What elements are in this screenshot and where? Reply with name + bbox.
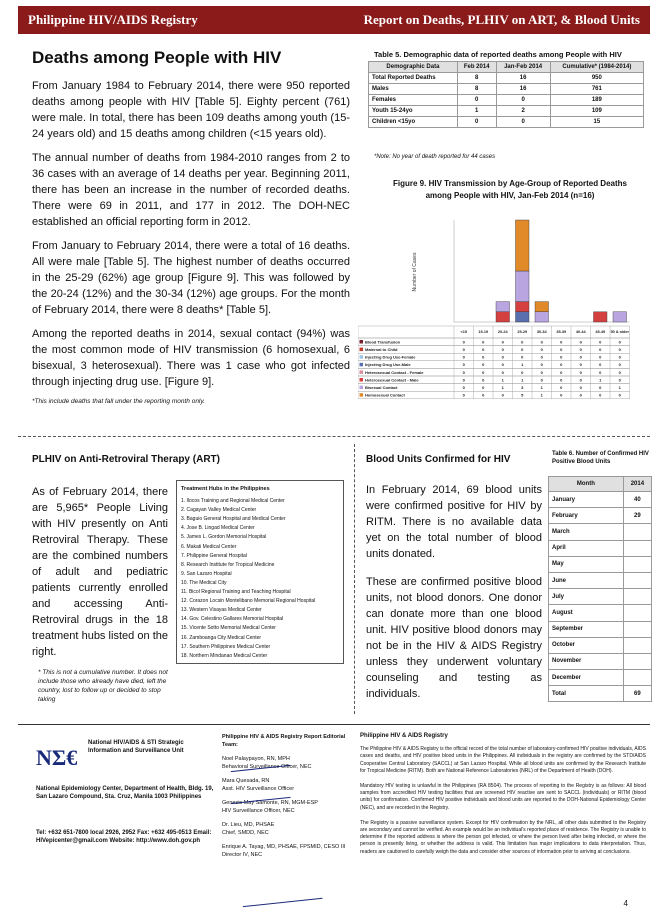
table6-cell: [623, 653, 651, 669]
table6-cell: December: [549, 670, 624, 686]
data-label: 0: [482, 392, 485, 398]
data-label: 0: [618, 354, 621, 360]
legend-swatch: [360, 370, 364, 374]
x-tick-label: 45-49: [595, 330, 606, 334]
hub-item: 10. The Medical City: [181, 579, 227, 586]
nec-logo: [36, 745, 80, 771]
table5-cell: 8: [457, 73, 496, 84]
data-label: 3: [521, 385, 524, 390]
table5-cell: 1: [457, 106, 496, 117]
data-label: 0: [482, 377, 485, 383]
data-label: 0: [501, 362, 504, 368]
legend-label: Homosexual Contact: [365, 392, 405, 398]
table6-row: [549, 492, 652, 508]
table6-cell: 40: [623, 492, 651, 508]
table6-row: [549, 605, 652, 621]
deaths-paragraph-2: The annual number of deaths from 1984-2010 ranges from 2 to 36 cases with an average of 14 deaths per year. Beginning 2011, there has been an increase in the number of recorded deaths. There were 69 in 2011, and 177 in 2012. The DOH-NEC established an official reporting form in 2012.: [32, 152, 350, 228]
bar-segment: [613, 312, 627, 322]
data-label: 0: [501, 339, 504, 345]
table5-header-cell: Cumulative* (1984-2014): [550, 62, 643, 73]
table6-row: [549, 653, 652, 669]
table6-row: [549, 524, 652, 540]
data-label: 0: [462, 347, 465, 352]
data-label: 1: [540, 385, 543, 390]
data-label: 0: [521, 369, 524, 375]
treatment-hubs-box: [176, 480, 344, 664]
legend-label: Injecting Drug Use-Male: [365, 362, 411, 368]
data-label: 0: [560, 354, 563, 360]
team-line: Genesis May Samonte, RN, MGM-ESP: [222, 800, 318, 806]
table6-row: [549, 540, 652, 556]
data-label: 0: [462, 392, 465, 398]
table-row-box: [358, 384, 630, 392]
data-label: 0: [540, 369, 543, 375]
x-tick-label: 15-19: [478, 330, 489, 334]
data-label: 0: [540, 377, 543, 383]
legend-swatch: [360, 363, 364, 367]
table5-cell: 15: [550, 117, 643, 128]
blood-title: Blood Units Confirmed for HIV: [366, 454, 511, 465]
table6-cell: May: [549, 556, 624, 572]
data-label: 0: [501, 354, 504, 360]
deaths-paragraph-1: From January 1984 to February 2014, there were 950 reported deaths among people with HIV [Table 5]. Eighty percent (761) were male. In total, there has been 109 deaths among youth (15-24 years old) and 15 deaths among children (<15 years old).: [32, 80, 350, 140]
table5-cell: 8: [457, 84, 496, 95]
data-label: 0: [599, 362, 602, 368]
hub-item: 2. Cagayan Valley Medical Center: [181, 507, 257, 514]
table6-row: [549, 686, 652, 702]
table6-row: [549, 670, 652, 686]
data-label: 0: [560, 377, 563, 383]
art-text: As of February 2014, there are 5,965* People Living with HIV presently on Anti Retroviral Therapy. These are the combined numbers of adult and pediatric patients currently enrolled and accessing Anti-Retroviral drugs in the 18 treatment hubs listed on the right.: [32, 486, 168, 658]
table6-cell: 69: [623, 686, 651, 702]
data-label: 0: [579, 354, 582, 360]
data-label: 0: [482, 385, 485, 390]
bar-segment: [516, 271, 530, 302]
table6-cell: April: [549, 540, 624, 556]
x-tick-label: 40-44: [575, 330, 586, 334]
table5-cell: Children <15yo: [369, 117, 458, 128]
data-label: 0: [482, 347, 485, 352]
table6-cell: February: [549, 508, 624, 524]
hubs-title: Treatment Hubs in the Philippines: [181, 486, 270, 492]
x-tick-label: 30-34: [536, 330, 547, 334]
table6-cell: [623, 621, 651, 637]
registry-info-title: Philippine HIV & AIDS Registry: [360, 733, 448, 739]
blood-text: [366, 482, 542, 702]
data-label: 0: [618, 339, 621, 345]
legend-label: Heterosexual Contact - Male: [365, 377, 419, 383]
data-label: 0: [540, 354, 543, 360]
data-label: 1: [599, 377, 602, 383]
footer: [18, 724, 650, 912]
data-label: 0: [540, 362, 543, 368]
table5-note: *Note: No year of death reported for 44 cases: [374, 154, 496, 160]
team-line: Dr. Lieu, MD, PHSAE: [222, 822, 275, 828]
table6-cell: [623, 637, 651, 653]
data-label: 0: [501, 392, 504, 398]
hub-item: 16. Zamboanga City Medical Center: [181, 634, 262, 641]
deaths-note: *This include deaths that fall under the reporting month only.: [32, 398, 205, 405]
data-label: 0: [462, 339, 465, 345]
table6-cell: [623, 572, 651, 588]
data-label: 0: [540, 347, 543, 352]
data-label: 0: [599, 347, 602, 352]
page-header: [18, 6, 650, 34]
data-label: 1: [501, 385, 504, 390]
x-tick-label: 50 & older: [610, 330, 629, 334]
data-label: 1: [521, 377, 524, 383]
hub-item: 15. Vicente Sotto Memorial Medical Center: [181, 625, 276, 632]
table6-title: Table 6. Number of Confirmed HIV Positive Blood Units: [552, 451, 649, 465]
data-label: 0: [618, 369, 621, 375]
legend-label: Maternal to Child: [365, 347, 398, 352]
registry-info-p1: The Philippine HIV & AIDS Registry is the official record of the total number of laboratory-confirmed HIV positive individuals, AIDS cases and deaths, and HIV positive blood units in the Philippines. All individuals in the registry are confirmed by the STD/AIDS Cooperative Central Laboratory (SACCL) at San Lazaro Hospital. While all blood units are confirmed by the Research Institute for Tropical Medicine (RITM). Both are National Reference Laboratories (NRL) of the Department of Health (DOH).: [360, 746, 646, 774]
data-label: 0: [599, 385, 602, 390]
header-left: Philippine HIV/AIDS Registry: [28, 12, 198, 27]
table6-cell: [623, 605, 651, 621]
data-label: 0: [579, 377, 582, 383]
column-divider: [354, 444, 355, 714]
table5-cell: Males: [369, 84, 458, 95]
bar-segment: [516, 312, 530, 322]
figure9-chart: [358, 212, 648, 422]
table6: [548, 476, 652, 702]
data-label: 0: [560, 347, 563, 352]
legend-swatch: [360, 340, 364, 344]
table5-header-cell: Feb 2014: [457, 62, 496, 73]
table6-row: [549, 637, 652, 653]
table6-cell: October: [549, 637, 624, 653]
table6-cell: Total: [549, 686, 624, 702]
art-note: * This is not a cumulative number. It does not include those who already have died, left the country, lost to follow up or decided to stop taking: [38, 669, 168, 703]
section-divider: [18, 436, 650, 437]
bar-segment: [496, 312, 510, 322]
data-label: 5: [521, 392, 524, 398]
hub-item: 11. Bicol Regional Training and Teaching Hospital: [181, 589, 291, 596]
hub-item: 14. Gov. Celestino Gallares Memorial Hospital: [181, 616, 284, 623]
table6-cell: January: [549, 492, 624, 508]
data-label: 0: [521, 347, 524, 352]
data-label: 0: [560, 369, 563, 375]
data-label: 0: [560, 339, 563, 345]
table5-cell: 16: [496, 73, 550, 84]
registry-info: [360, 733, 646, 856]
table6-cell: March: [549, 524, 624, 540]
data-label: 0: [462, 377, 465, 383]
data-label: 0: [618, 377, 621, 383]
data-label: 0: [501, 369, 504, 375]
bar-segment: [516, 302, 530, 312]
bar-segment: [535, 302, 549, 312]
table6-row: [549, 572, 652, 588]
hub-item: 18. Northern Mindanao Medical Center: [181, 652, 268, 659]
team-line: Director IV, NEC: [222, 852, 263, 858]
data-label: 1: [501, 377, 504, 383]
data-label: 0: [462, 369, 465, 375]
data-label: 0: [521, 339, 524, 345]
team-title: Philippine HIV & AIDS Registry Report Editorial Team:: [222, 734, 346, 748]
deaths-title: Deaths among People with HIV: [32, 48, 282, 67]
team-line: Noel Palaypayon, RN, MPH: [222, 756, 290, 762]
hub-item: 4. Jose B. Lingad Medical Center: [181, 525, 255, 532]
data-label: 0: [462, 385, 465, 390]
x-tick-label: 25-29: [517, 330, 528, 334]
table5-title: Table 5. Demographic data of reported deaths among People with HIV: [374, 50, 622, 59]
team-line: Asst. HIV Surveillance Officer: [222, 786, 295, 792]
table6-cell: [623, 589, 651, 605]
bar-segment: [594, 312, 608, 322]
blood-paragraph-2: These are confirmed positive blood units, not blood donors. One donor can donate more than one blood unit. HIV positive blood donors may not be in the HIV & AIDS Registry unless they underwent voluntary counseling and testing as individuals.: [366, 576, 542, 700]
data-label: 0: [579, 347, 582, 352]
table6-header-cell: 2014: [623, 477, 651, 492]
table6-cell: November: [549, 653, 624, 669]
data-label: 0: [599, 339, 602, 345]
bar-segment: [516, 220, 530, 271]
data-label: 1: [618, 385, 621, 390]
table5-header-row: [369, 62, 644, 73]
bar-segment: [496, 302, 510, 312]
table6-cell: [623, 670, 651, 686]
table6-cell: [623, 524, 651, 540]
page-number: 4: [623, 899, 628, 908]
table5-row: [369, 117, 644, 128]
hub-item: 9. San Lazaro Hospital: [181, 570, 232, 577]
data-label: 0: [618, 392, 621, 398]
table6-cell: June: [549, 572, 624, 588]
data-label: 0: [599, 392, 602, 398]
table5-cell: 0: [457, 117, 496, 128]
table5-cell: 16: [496, 84, 550, 95]
table5-header-cell: Demographic Data: [369, 62, 458, 73]
table5-row: [369, 73, 644, 84]
data-label: 0: [579, 339, 582, 345]
table5-cell: Total Reported Deaths: [369, 73, 458, 84]
table5-header-cell: Jan-Feb 2014: [496, 62, 550, 73]
figure9-title: Figure 9. HIV Transmission by Age-Group of Reported Deaths among People with HIV, Jan-Feb 2014 (n=16): [393, 179, 627, 200]
hub-item: 6. Makati Medical Center: [181, 543, 237, 550]
team-line: Behavioral Surveillance Officer, NEC: [222, 764, 312, 770]
table5-row: [369, 95, 644, 106]
table6-row: [549, 589, 652, 605]
data-label: 0: [599, 369, 602, 375]
table6-cell: July: [549, 589, 624, 605]
table6-cell: September: [549, 621, 624, 637]
table5: [368, 61, 644, 128]
table6-row: [549, 621, 652, 637]
data-label: 0: [579, 385, 582, 390]
table6-cell: 29: [623, 508, 651, 524]
legend-swatch: [360, 348, 364, 352]
data-label: 0: [560, 392, 563, 398]
data-label: 1: [540, 392, 543, 398]
x-tick-label: 20-24: [497, 330, 508, 334]
x-tick-label: <15: [460, 330, 467, 334]
nec-logo-text: NΣ€: [36, 745, 78, 770]
y-axis-label: Number of Cases: [412, 252, 418, 292]
legend-label: Injecting Drug Use-Female: [365, 354, 416, 360]
table6-header-cell: Month: [549, 477, 624, 492]
data-label: 0: [579, 369, 582, 375]
hub-item: 8. Research Institute for Tropical Medicine: [181, 561, 275, 568]
table5-cell: 0: [496, 95, 550, 106]
hub-item: 3. Baguio General Hospital and Medical Center: [181, 516, 286, 523]
table5-cell: Females: [369, 95, 458, 106]
legend-label: Blood Transfusion: [365, 339, 401, 345]
data-label: 1: [521, 362, 524, 368]
table-row-box: [358, 346, 630, 354]
data-label: 0: [560, 362, 563, 368]
data-label: 0: [462, 354, 465, 360]
hub-item: 1. Ilocos Training and Regional Medical Center: [181, 498, 285, 505]
signature-3: [241, 885, 322, 907]
table5-cell: 950: [550, 73, 643, 84]
table5-cell: 0: [496, 117, 550, 128]
table-header-box: [358, 326, 630, 338]
hub-item: 7. Philippine General Hospital: [181, 552, 247, 559]
deaths-paragraph-3: From January to February 2014, there were a total of 16 deaths. All were male [Table 5]. The highest number of deaths occurred in the 25-29 (62%) age group [Figure 9]. This was followed by the 20-24 (12%) and the 30-34 (12%) age groups. For the month of February 2014, there were 8 deaths* [Table 5].: [32, 240, 350, 316]
table6-cell: [623, 540, 651, 556]
table6-cell: [623, 556, 651, 572]
table6-row: [549, 508, 652, 524]
footer-org: National HIV/AIDS & STI Strategic Information and Surveillance Unit: [88, 740, 184, 754]
deaths-paragraph-4: Among the reported deaths in 2014, sexual contact (94%) was the most common mode of HIV transmission (6 homosexual, 6 bisexual, 3 heterosexual). There was 1 case who got infected through injecting drug use. [Figure 9].: [32, 328, 350, 388]
data-label: 0: [462, 362, 465, 368]
hub-item: 12. Corazon Locsin Montelibano Memorial Regional Hospital: [181, 598, 316, 605]
team-line: Chief, SMDD, NEC: [222, 830, 269, 836]
table5-cell: 189: [550, 95, 643, 106]
data-label: 0: [521, 354, 524, 360]
table6-row: [549, 556, 652, 572]
legend-swatch: [360, 378, 364, 382]
hubs-list: [181, 497, 339, 661]
x-tick-label: 35-39: [556, 330, 567, 334]
data-label: 0: [482, 339, 485, 345]
table5-cell: Youth 15-24yo: [369, 106, 458, 117]
data-label: 0: [618, 347, 621, 352]
footer-address: National Epidemiology Center, Department of Health, Bldg. 19, San Lazaro Compound, Sta. Cruz, Manila 1003 Philippines: [36, 786, 214, 800]
team-line: HIV Surveillance Officer, NEC: [222, 808, 295, 814]
data-label: 0: [579, 362, 582, 368]
table5-cell: 0: [457, 95, 496, 106]
data-label: 0: [482, 362, 485, 368]
legend-label: Heterosexual Contact - Female: [365, 369, 424, 375]
table5-cell: 761: [550, 84, 643, 95]
blood-paragraph-1: In February 2014, 69 blood units were confirmed positive for HIV by RITM. There is no available data yet on the total number of blood units donated.: [366, 484, 542, 560]
bar-segment: [535, 312, 549, 322]
legend-swatch: [360, 393, 364, 397]
table5-row: [369, 84, 644, 95]
data-label: 0: [482, 354, 485, 360]
table5-cell: 2: [496, 106, 550, 117]
data-label: 0: [501, 347, 504, 352]
table6-header-row: [549, 477, 652, 492]
data-label: 0: [599, 354, 602, 360]
registry-info-p3: The Registry is a passive surveillance system. Except for HIV confirmation by the NRL, all other data submitted to the Registry are secondary and cannot be verified. An example would be an individual's reported place of residence. The Registry is unable to determine if the reported address is where the person got infected, or where the person lived after being infected, or where the person is presently living, or whether the address is valid. This limitation has major implications to data interpretation. Thus, readers are cautioned to carefully weigh the data and consider other sources of information prior to arriving at conclusions.: [360, 819, 646, 855]
table5-cell: 109: [550, 106, 643, 117]
team-line: Mara Quesada, RN: [222, 778, 270, 784]
hub-item: 5. James L. Gordon Memorial Hospital: [181, 534, 267, 541]
registry-info-p2: Mandatory HIV testing is unlawful in the Philippines (RA 8504). The process of reporting to the Registry is as follows: All blood samples from accredited HIV testing facilities that are screened HIV reactive are sent to SACCL (individuals) or RITM (blood units) for confirmation. Confirmed HIV positive individuals and blood units are reported to the DOH-National Epidemiology Center (NEC), and are recorded in the Registry.: [360, 783, 646, 811]
legend-swatch: [360, 386, 364, 390]
footer-contact: Tel: +632 651-7800 local 2926, 2952 Fax: +632 495-0513 Email: HIVepicenter@gmail.com Website: http://www.doh.gov.ph: [36, 830, 212, 844]
header-right: Report on Deaths, PLHIV on ART, & Blood Units: [363, 12, 640, 27]
data-label: 0: [579, 392, 582, 398]
legend-swatch: [360, 355, 364, 359]
legend-label: Bisexual Contact: [365, 385, 398, 390]
data-label: 0: [540, 339, 543, 345]
art-title: PLHIV on Anti-Retroviral Therapy (ART): [32, 454, 220, 465]
team-line: Enrique A. Tayag, MD, PHSAE, FPSMID, CESO III: [222, 844, 346, 850]
hub-item: 17. Southern Philippines Medical Center: [181, 643, 271, 650]
data-label: 0: [618, 362, 621, 368]
hub-item: 13. Western Visayas Medical Center: [181, 607, 262, 614]
table5-row: [369, 106, 644, 117]
data-label: 0: [560, 385, 563, 390]
table6-cell: August: [549, 605, 624, 621]
data-label: 0: [482, 369, 485, 375]
